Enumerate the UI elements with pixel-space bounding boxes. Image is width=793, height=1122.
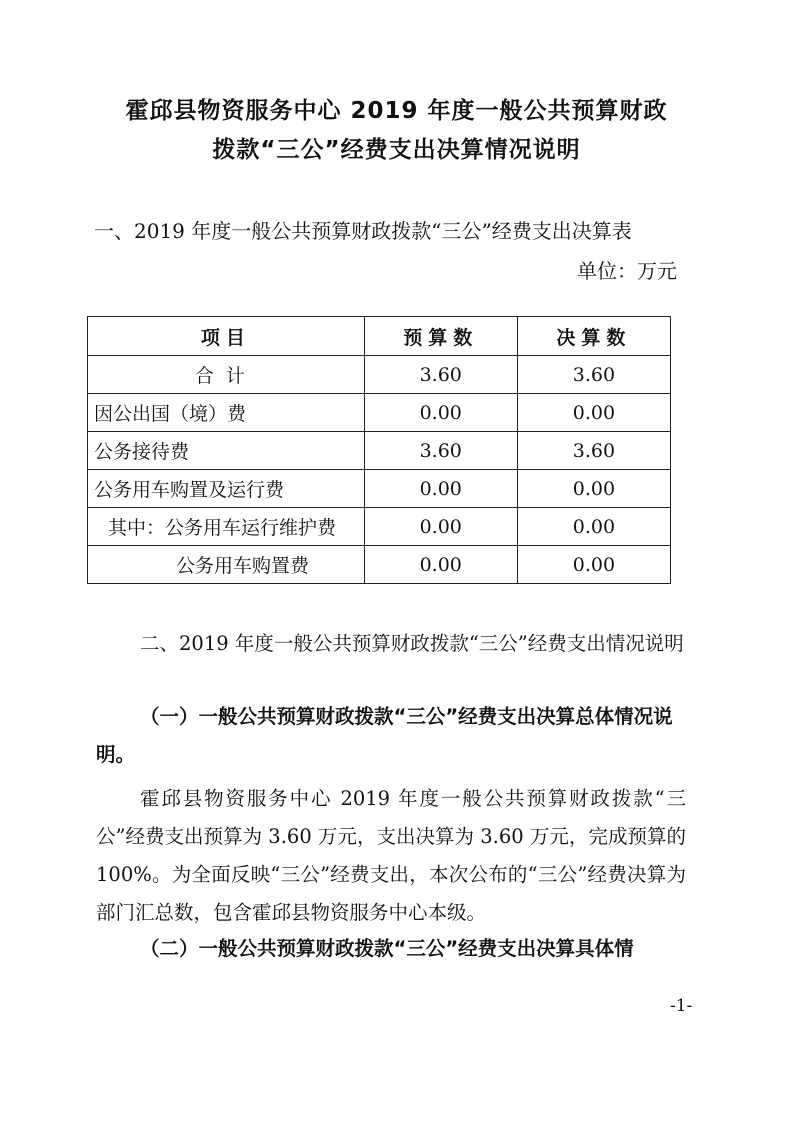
section2-heading: 二、2019 年度一般公共预算财政拨款“三公”经费支出情况说明 xyxy=(140,632,684,655)
row-budget: 0.00 xyxy=(364,546,517,584)
row-item: 因公出国（境）费 xyxy=(88,394,365,432)
subsection1-heading: （一）一般公共预算财政拨款“三公”经费支出决算总体情况说明。 xyxy=(96,705,673,766)
row-item: 公务接待费 xyxy=(88,432,365,470)
row-budget: 3.60 xyxy=(364,356,517,394)
row-item-total: 合计 xyxy=(88,356,365,394)
header-final: 决算数 xyxy=(517,317,670,356)
row-final: 0.00 xyxy=(517,546,670,584)
header-item: 项目 xyxy=(88,317,365,356)
row-final: 3.60 xyxy=(517,356,670,394)
row-budget: 0.00 xyxy=(364,508,517,546)
document-title-line-2: 拨款“三公”经费支出决算情况说明 xyxy=(212,137,581,163)
subsection2-heading: （二）一般公共预算财政拨款“三公”经费支出决算具体情 xyxy=(140,937,634,960)
section1-heading: 一、2019 年度一般公共预算财政拨款“三公”经费支出决算表 xyxy=(94,219,632,243)
body-paragraph: 霍邱县物资服务中心 2019 年度一般公共预算财政拨款“三公”经费支出预算为 3.60 万元，支出决算为 3.60 万元，完成预算的 100%。为全面反映“三公”经费支出，本次公布的“三公”经费决算为部门汇总数，包含霍邱县物资服务中心本级。 xyxy=(96,787,686,924)
page-number: -1- xyxy=(670,996,693,1016)
table-row xyxy=(88,546,671,584)
row-budget: 0.00 xyxy=(364,470,517,508)
row-item: 公务用车购置费 xyxy=(88,546,365,584)
row-final: 0.00 xyxy=(517,394,670,432)
row-final: 3.60 xyxy=(517,432,670,470)
document-title-line-1: 霍邱县物资服务中心 2019 年度一般公共预算财政 xyxy=(125,98,668,124)
row-final: 0.00 xyxy=(517,470,670,508)
row-final: 0.00 xyxy=(517,508,670,546)
header-budget: 预算数 xyxy=(364,317,517,356)
table-row xyxy=(88,508,671,546)
unit-label: 单位：万元 xyxy=(577,259,677,283)
table-row xyxy=(88,356,671,394)
budget-table xyxy=(87,316,671,584)
row-item: 公务用车购置及运行费 xyxy=(88,470,365,508)
row-item: 其中：公务用车运行维护费 xyxy=(88,508,365,546)
table-row xyxy=(88,432,671,470)
row-budget: 3.60 xyxy=(364,432,517,470)
row-budget: 0.00 xyxy=(364,394,517,432)
table-row xyxy=(88,394,671,432)
table-header-row xyxy=(88,317,671,356)
table-row xyxy=(88,470,671,508)
